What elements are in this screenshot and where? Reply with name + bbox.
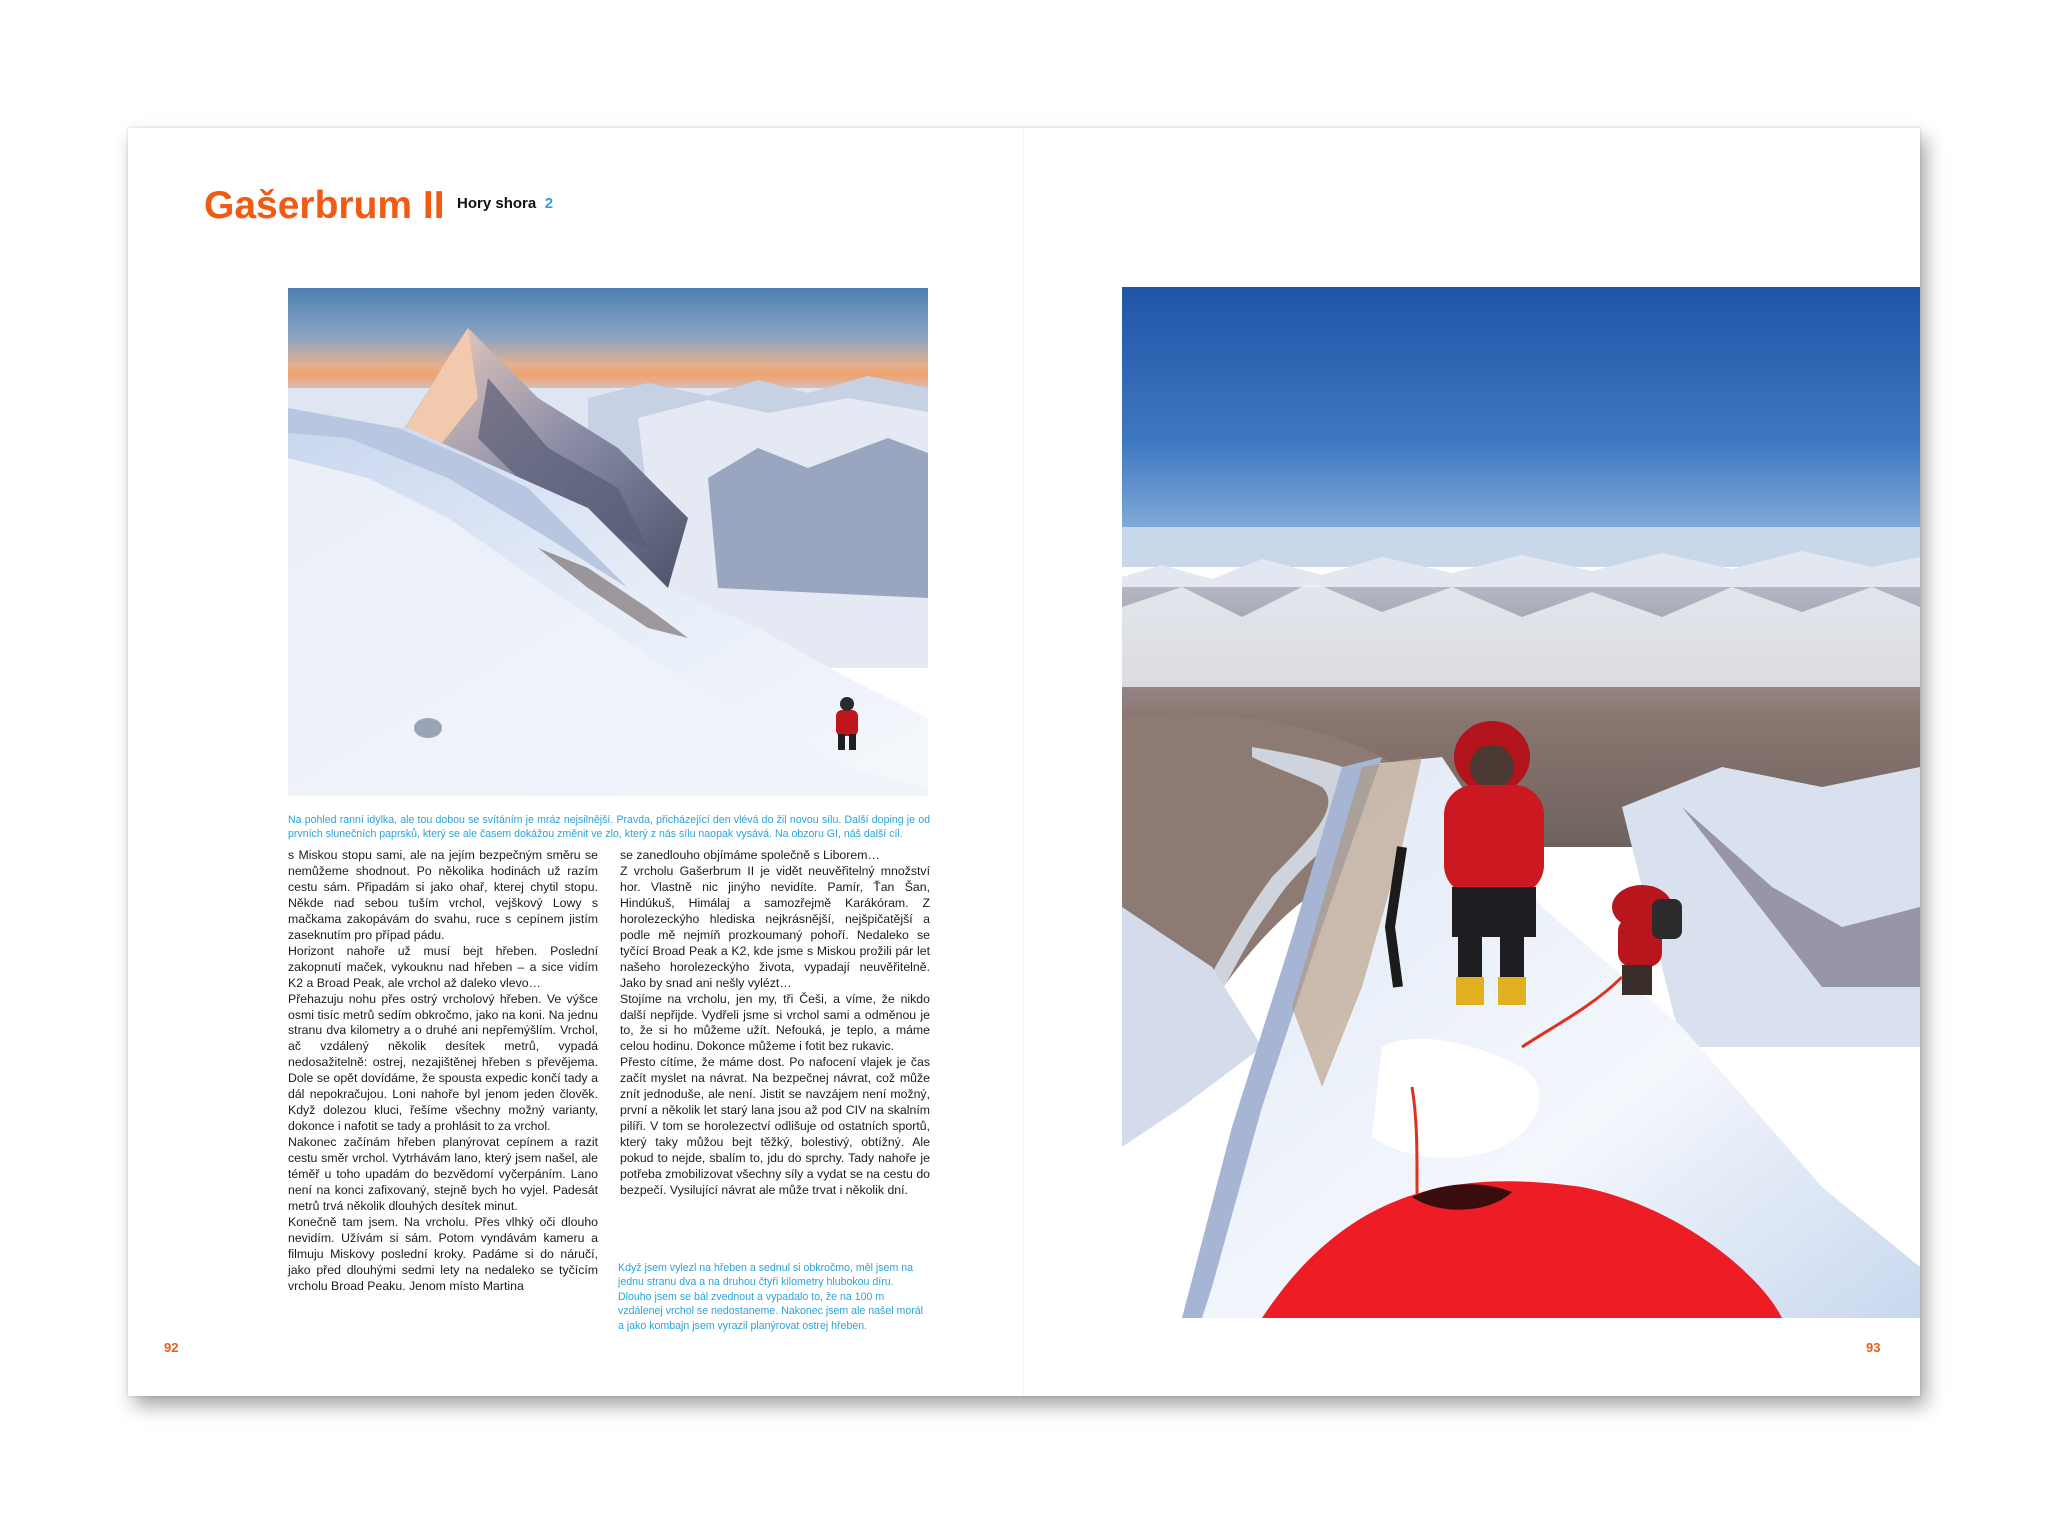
paragraph: Přesto cítíme, že máme dost. Po nafocení vlajek je čas začít myslet na návrat. Na bezpečnej návrat, což může znít jednoduše, ale není. Jistit se navzájem není možný, první a několik let starý lana jsou až pod CIV na skalním pilíři. V tom se horolezectví odlišuje od ostatních sportů, který taky můžou bejt těžký, bolestivý, obtížný. Ale pokud to nejde, sbalím to, jdu do sprchy. Tady nahoře je potřeba zmobilizovat všechny síly a vydat se na cestu do bezpečí. Vysilující návrat ale může trvat i několik dní. (620, 1055, 930, 1198)
photo-caption-side: Když jsem vylezl na hřeben a sednul si obkročmo, měl jsem na jednu stranu dva a na druhou čtyři kilometry hlubokou díru. Dlouho jsem se bál zvednout a vypadalo to, že na 100 m vzdálenej vrchol se nedostaneme. Nakonec jsem ale našel morál a jako kombajn jsem vyrazil planýrovat ostrej hřeben. (618, 1261, 924, 1332)
series-name: Hory shora (457, 195, 537, 212)
paragraph: Konečně tam jsem. Na vrcholu. Přes vlhký oči dlouho nevidím. Užívám si sám. Potom vyndávám kameru a filmuju Miskovy poslední kroky. Padáme si do náručí, jako před dlouhými sedmi lety na nedaleko se tyčícím vrcholu Broad Peaku. Jenom místo Martina (288, 1214, 598, 1293)
paragraph: s Miskou stopu sami, ale na jejím bezpečným směru se nemůžeme shodnout. Po několika hodinách už razím cestu sám. Připadám si jako ohař, kterej chytil stopu. Někde nad sebou tuším vrchol, vejškový Lowy s mačkama zakopávám do svahu, ruce s cepínem jistím zaseknutím pro případ pádu. (288, 848, 598, 942)
paragraph: Nakonec začínám hřeben planýrovat cepínem a razit cestu směr vrchol. Vytrhávám lano, který jsem našel, ale téměř u toho upadám do bezvědomí vyčerpáním. Lano není na konci zafixovaný, stejně bych ho vyjel. Padesát metrů trvá několik dlouhých desítek minut. (288, 1135, 598, 1213)
page-number-left: 92 (164, 1340, 179, 1355)
paragraph: Stojíme na vrcholu, jen my, tři Češi, a víme, že nikdo další nepřijde. Vydřeli jsme si vrchol sami a odměnou je to, že si ho můžeme užít. Nefouká, je teplo, a máme celou hodinu. Dokonce můžeme i fotit bez rukavic. (620, 991, 930, 1054)
article-column-2 (620, 848, 930, 1199)
page-header (204, 184, 553, 228)
series-number: 2 (544, 195, 554, 212)
climber-on-summit-ridge-photo (1122, 287, 1920, 1318)
page-gutter (1023, 128, 1025, 1396)
paragraph: Z vrcholu Gašerbrum II je vidět neuvěřitelný množství hor. Vlastně nic jinýho nevidíte. Pamír, Ťan Šan, Hindúkuš, Himálaj a samozřejmě Karákóram. Z horolezeckýho hlediska nejkrásnější, nejšpičatější a podle mě nejmíň prozkoumaný pohoří. Nedaleko se tyčící Broad Peak a K2, kde jsme s Miskou prožili pár let našeho horolezeckýho života, vypadají neuvěřitelně. Jako by snad ani nešly vylézt… (620, 863, 930, 990)
page-number-right: 93 (1866, 1340, 1881, 1355)
page-title: Gašerbrum II (204, 184, 445, 227)
paragraph: Horizont nahoře už musí bejt hřeben. Poslední zakopnutí maček, vykouknu nad hřeben – a sice vidím K2 a Broad Peak, ale vrchol až daleko vlevo… (288, 943, 598, 990)
mountain-summit-photo (288, 288, 928, 796)
article-column-1 (288, 848, 598, 1295)
paragraph: Přehazuju nohu přes ostrý vrcholový hřeben. Ve výšce osmi tisíc metrů sedím obkročmo, jako na koni. Na jednu stranu dva kilometry a o druhé ani nepřemýšlím. Vrchol, ač vzdálený několik desítek metrů, vypadá nedosažitelně: ostrej, nezajištěnej hřeben s převějema. Dole se opět dovídáme, že spousta expedic končí tady a dál nepokračujou. Loni nahoře byl jenom jeden člověk. Když dolezou kluci, řešíme všechny možný varianty, dokonce i nafotit se tady a prohlásit to za vrchol. (288, 991, 598, 1134)
magazine-spread (128, 128, 1920, 1396)
paragraph: se zanedlouho objímáme společně s Liborem… (620, 848, 880, 862)
photo-caption-top: Na pohled ranní idylka, ale tou dobou se svítáním je mráz nejsilnější. Pravda, přicházející den vlévá do žil novou sílu. Další doping je od prvních slunečních paprsků, který se ale časem dokážou změnit ve zlo, který z nás sílu naopak vysává. Na obzoru GI, náš další cíl. (288, 813, 930, 841)
